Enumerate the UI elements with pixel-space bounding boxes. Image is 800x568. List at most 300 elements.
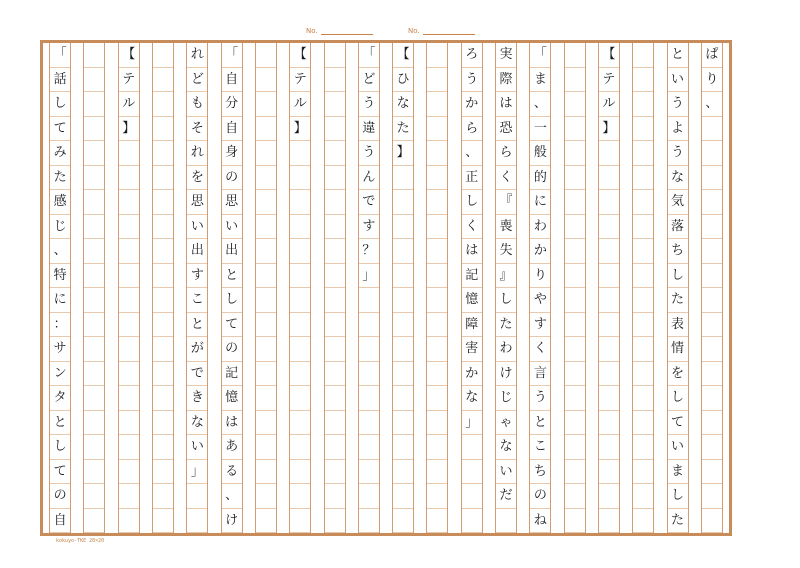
manuscript-cell: 「 [530,43,550,68]
manuscript-column [49,43,71,533]
manuscript-cell [633,460,653,485]
manuscript-cell [256,43,276,68]
manuscript-cell [325,337,345,362]
manuscript-cell: れ [187,43,207,68]
manuscript-cell: わ [496,337,516,362]
header-number-1 [306,27,373,35]
manuscript-cell [427,313,447,338]
manuscript-column [461,43,483,533]
manuscript-cell: は [222,411,242,436]
manuscript-cell [153,509,173,534]
manuscript-cell [702,435,722,460]
manuscript-cell [702,337,722,362]
manuscript-cell: み [50,141,70,166]
manuscript-cell: し [462,190,482,215]
manuscript-cell [599,509,619,534]
manuscript-cell [84,484,104,509]
manuscript-cell: す [359,215,379,240]
manuscript-cell [325,313,345,338]
manuscript-cell [599,264,619,289]
manuscript-cell [153,141,173,166]
manuscript-cell: そ [187,117,207,142]
manuscript-cell [290,264,310,289]
manuscript-cell: 『 [496,190,516,215]
manuscript-cell [565,239,585,264]
manuscript-cell: で [359,190,379,215]
manuscript-cell [427,509,447,534]
manuscript-cell [702,460,722,485]
manuscript-cell: す [187,264,207,289]
manuscript-cell: 思 [187,190,207,215]
manuscript-cell [290,313,310,338]
manuscript-cell [702,288,722,313]
manuscript-cell [153,411,173,436]
manuscript-cell: 「 [222,43,242,68]
manuscript-cell [702,386,722,411]
manuscript-cell [290,337,310,362]
manuscript-cell [84,190,104,215]
manuscript-cell: ま [668,460,688,485]
manuscript-cell [359,484,379,509]
manuscript-cell: う [359,141,379,166]
manuscript-cell [599,288,619,313]
manuscript-cell [325,411,345,436]
manuscript-cell: は [462,239,482,264]
manuscript-cell: い [222,215,242,240]
manuscript-cell [256,239,276,264]
manuscript-cell [84,386,104,411]
manuscript-cell [633,484,653,509]
manuscript-cell [359,313,379,338]
manuscript-cell: し [50,435,70,460]
manuscript-cell [393,337,413,362]
manuscript-cell: ろ [462,43,482,68]
manuscript-cell: 障 [462,313,482,338]
manuscript-column [221,43,243,533]
manuscript-cell: 情 [668,337,688,362]
manuscript-cell: 思 [222,190,242,215]
manuscript-cell [290,190,310,215]
manuscript-cell [325,362,345,387]
manuscript-cell [325,190,345,215]
manuscript-cell: ち [530,460,550,485]
manuscript-cell: た [496,313,516,338]
manuscript-cell [153,362,173,387]
manuscript-cell [256,362,276,387]
manuscript-cell: テ [599,68,619,93]
manuscript-cell: を [187,166,207,191]
manuscript-cell: 的 [530,166,550,191]
manuscript-column [426,43,448,533]
manuscript-cell [565,509,585,534]
manuscript-cell [325,484,345,509]
manuscript-cell: も [187,92,207,117]
manuscript-cell [325,460,345,485]
manuscript-cell: 記 [462,264,482,289]
manuscript-cell [256,460,276,485]
manuscript-column [83,43,105,533]
manuscript-cell [153,386,173,411]
manuscript-cell [565,313,585,338]
manuscript-cell [290,215,310,240]
manuscript-cell: じ [496,386,516,411]
manuscript-cell [633,386,653,411]
manuscript-cell [427,337,447,362]
manuscript-cell: 一 [530,117,550,142]
manuscript-cell: か [462,92,482,117]
manuscript-cell [702,362,722,387]
manuscript-cell [427,141,447,166]
manuscript-cell: う [462,68,482,93]
manuscript-cell [256,288,276,313]
manuscript-cell [119,288,139,313]
manuscript-column [529,43,551,533]
manuscript-cell: 分 [222,92,242,117]
manuscript-cell: 【 [290,43,310,68]
manuscript-cell [84,43,104,68]
manuscript-column [118,43,140,533]
manuscript-cell [119,313,139,338]
manuscript-cell [119,239,139,264]
manuscript-cell [565,386,585,411]
manuscript-cell [702,484,722,509]
manuscript-cell [702,313,722,338]
manuscript-cell [290,484,310,509]
manuscript-cell [702,411,722,436]
manuscript-cell: う [668,141,688,166]
manuscript-cell [393,484,413,509]
manuscript-cell [153,337,173,362]
manuscript-cell [256,411,276,436]
manuscript-cell: だ [496,484,516,509]
manuscript-cell [565,190,585,215]
manuscript-cell: と [222,264,242,289]
manuscript-cell: 際 [496,68,516,93]
manuscript-cell [565,435,585,460]
manuscript-cell [702,215,722,240]
manuscript-cell [359,460,379,485]
header-number-label: No. [306,27,318,35]
manuscript-cell: あ [222,435,242,460]
manuscript-cell [256,141,276,166]
manuscript-cell: こ [187,288,207,313]
manuscript-cell [325,239,345,264]
manuscript-cell [153,484,173,509]
manuscript-cell [119,264,139,289]
manuscript-cell: ま [530,68,550,93]
manuscript-cell [702,166,722,191]
manuscript-cell [84,68,104,93]
manuscript-cell [633,264,653,289]
header-number-2 [408,27,475,35]
manuscript-cell: 実 [496,43,516,68]
manuscript-cell: 出 [187,239,207,264]
manuscript-cell [153,215,173,240]
manuscript-cell [462,435,482,460]
manuscript-cell [393,362,413,387]
manuscript-cell [565,43,585,68]
manuscript-cell: ン [50,362,70,387]
manuscript-cell [599,313,619,338]
manuscript-cell [153,190,173,215]
manuscript-cell: け [222,509,242,534]
manuscript-cell [427,43,447,68]
manuscript-cell [393,190,413,215]
manuscript-cell [84,509,104,534]
manuscript-cell: 特 [50,264,70,289]
manuscript-cell: サ [50,337,70,362]
manuscript-cell: ど [187,68,207,93]
manuscript-cell [599,484,619,509]
manuscript-cell: 般 [530,141,550,166]
manuscript-column [392,43,414,533]
manuscript-cell: て [50,460,70,485]
manuscript-cell [393,509,413,534]
manuscript-cell [119,166,139,191]
manuscript-cell [633,215,653,240]
manuscript-cell [84,239,104,264]
manuscript-cell [599,190,619,215]
manuscript-cell: と [668,43,688,68]
manuscript-cell: 言 [530,362,550,387]
manuscript-cell [84,460,104,485]
manuscript-cell [565,411,585,436]
manuscript-cell [702,264,722,289]
manuscript-cell: 害 [462,337,482,362]
manuscript-cell: 】 [290,117,310,142]
header-number-label: No. [408,27,420,35]
manuscript-cell [393,411,413,436]
manuscript-cell: ？ [359,239,379,264]
manuscript-cell: く [530,337,550,362]
manuscript-cell: ル [290,92,310,117]
manuscript-cell [325,264,345,289]
manuscript-cell [325,141,345,166]
manuscript-cell [702,509,722,534]
manuscript-cell [119,435,139,460]
manuscript-cell [359,509,379,534]
manuscript-cell [325,435,345,460]
manuscript-cell [427,484,447,509]
manuscript-cell [84,166,104,191]
manuscript-cell [256,68,276,93]
manuscript-cell: い [496,460,516,485]
manuscript-cell: し [496,288,516,313]
manuscript-cell [565,484,585,509]
manuscript-cell: を [668,362,688,387]
manuscript-cell [256,337,276,362]
manuscript-column [564,43,586,533]
manuscript-cell [427,117,447,142]
manuscript-cell [325,68,345,93]
manuscript-cell [565,264,585,289]
manuscript-grid [40,40,732,536]
manuscript-cell: の [530,484,550,509]
manuscript-cell [633,362,653,387]
manuscript-cell: や [530,288,550,313]
manuscript-cell [633,239,653,264]
manuscript-cell [427,166,447,191]
manuscript-cell [153,117,173,142]
manuscript-cell: 自 [50,509,70,534]
manuscript-cell: 【 [119,43,139,68]
manuscript-cell [84,215,104,240]
manuscript-cell: と [50,411,70,436]
manuscript-cell [119,362,139,387]
manuscript-cell [119,190,139,215]
manuscript-cell [290,288,310,313]
manuscript-cell: う [668,92,688,117]
manuscript-cell [256,190,276,215]
manuscript-cell [496,509,516,534]
manuscript-cell: い [187,215,207,240]
manuscript-cell [393,435,413,460]
manuscript-cell: い [668,435,688,460]
manuscript-cell: 】 [599,117,619,142]
manuscript-cell: に [50,288,70,313]
manuscript-cell [325,43,345,68]
manuscript-cell: し [668,484,688,509]
manuscript-cell [565,117,585,142]
manuscript-cell [427,264,447,289]
manuscript-cell [153,68,173,93]
manuscript-cell [633,141,653,166]
manuscript-cell [119,411,139,436]
manuscript-cell: き [187,386,207,411]
manuscript-cell: よ [668,117,688,142]
manuscript-cell [633,337,653,362]
manuscript-cell: 感 [50,190,70,215]
manuscript-cell: な [668,166,688,191]
manuscript-cell: 「 [50,43,70,68]
manuscript-cell: し [668,264,688,289]
manuscript-column [598,43,620,533]
manuscript-cell [290,509,310,534]
manuscript-cell [256,92,276,117]
manuscript-cell [84,141,104,166]
manuscript-cell [427,288,447,313]
manuscript-cell: う [530,386,550,411]
manuscript-cell [359,288,379,313]
manuscript-cell [187,509,207,534]
manuscript-cell [427,190,447,215]
manuscript-cell [256,117,276,142]
manuscript-cell [290,362,310,387]
manuscript-cell: 喪 [496,215,516,240]
manuscript-cell [153,239,173,264]
manuscript-cell: 、 [530,92,550,117]
manuscript-cell: わ [530,215,550,240]
manuscript-cell [462,509,482,534]
manuscript-column [324,43,346,533]
manuscript-column [632,43,654,533]
manuscript-cell [325,509,345,534]
manuscript-cell [599,141,619,166]
manuscript-cell: で [187,362,207,387]
header-number-line [423,34,475,35]
manuscript-cell [702,117,722,142]
manuscript-cell: 』 [496,264,516,289]
manuscript-cell [84,117,104,142]
manuscript-cell: す [530,313,550,338]
manuscript-cell [290,239,310,264]
manuscript-cell [393,313,413,338]
manuscript-cell [427,362,447,387]
manuscript-cell [427,92,447,117]
manuscript-cell: 」 [187,460,207,485]
manuscript-cell [84,435,104,460]
manuscript-cell [633,313,653,338]
manuscript-cell [599,460,619,485]
manuscript-cell: い [668,68,688,93]
manuscript-cell [427,239,447,264]
manuscript-cell: ら [462,117,482,142]
manuscript-cell: 】 [393,141,413,166]
manuscript-cell [462,460,482,485]
manuscript-cell: の [222,166,242,191]
manuscript-cell: か [530,239,550,264]
manuscript-cell: 憶 [462,288,482,313]
header-number-line [321,34,373,35]
manuscript-cell [84,92,104,117]
manuscript-cell [119,215,139,240]
manuscript-cell: テ [290,68,310,93]
manuscript-cell [427,215,447,240]
manuscript-cell [702,141,722,166]
manuscript-cell: 失 [496,239,516,264]
manuscript-cell: 自 [222,117,242,142]
manuscript-cell: 自 [222,68,242,93]
manuscript-cell: 】 [119,117,139,142]
manuscript-cell: け [496,362,516,387]
manuscript-cell [359,411,379,436]
manuscript-cell [702,239,722,264]
manuscript-cell [119,484,139,509]
manuscript-cell [633,117,653,142]
manuscript-cell [599,386,619,411]
manuscript-cell: 、 [462,141,482,166]
manuscript-cell: ル [119,92,139,117]
manuscript-cell: ひ [393,68,413,93]
manuscript-cell: 、 [222,484,242,509]
manuscript-cell: い [187,435,207,460]
manuscript-cell: 身 [222,141,242,166]
manuscript-cell: て [50,117,70,142]
manuscript-cell: し [50,92,70,117]
footer-code: kokuyo-TKE 20×20 [56,538,105,544]
manuscript-cell: 」 [359,264,379,289]
manuscript-cell [325,92,345,117]
manuscript-cell [256,215,276,240]
manuscript-cell: た [668,288,688,313]
manuscript-cell [153,166,173,191]
manuscript-column [289,43,311,533]
manuscript-cell [393,215,413,240]
manuscript-cell: 、 [50,239,70,264]
manuscript-cell [565,166,585,191]
manuscript-cell [427,68,447,93]
manuscript-cell: 、 [702,92,722,117]
manuscript-cell: 落 [668,215,688,240]
manuscript-cell [393,288,413,313]
manuscript-cell: く [496,166,516,191]
manuscript-cell: の [50,484,70,509]
manuscript-cell [427,460,447,485]
manuscript-cell [427,411,447,436]
manuscript-cell [633,435,653,460]
manuscript-cell [290,141,310,166]
manuscript-column [358,43,380,533]
